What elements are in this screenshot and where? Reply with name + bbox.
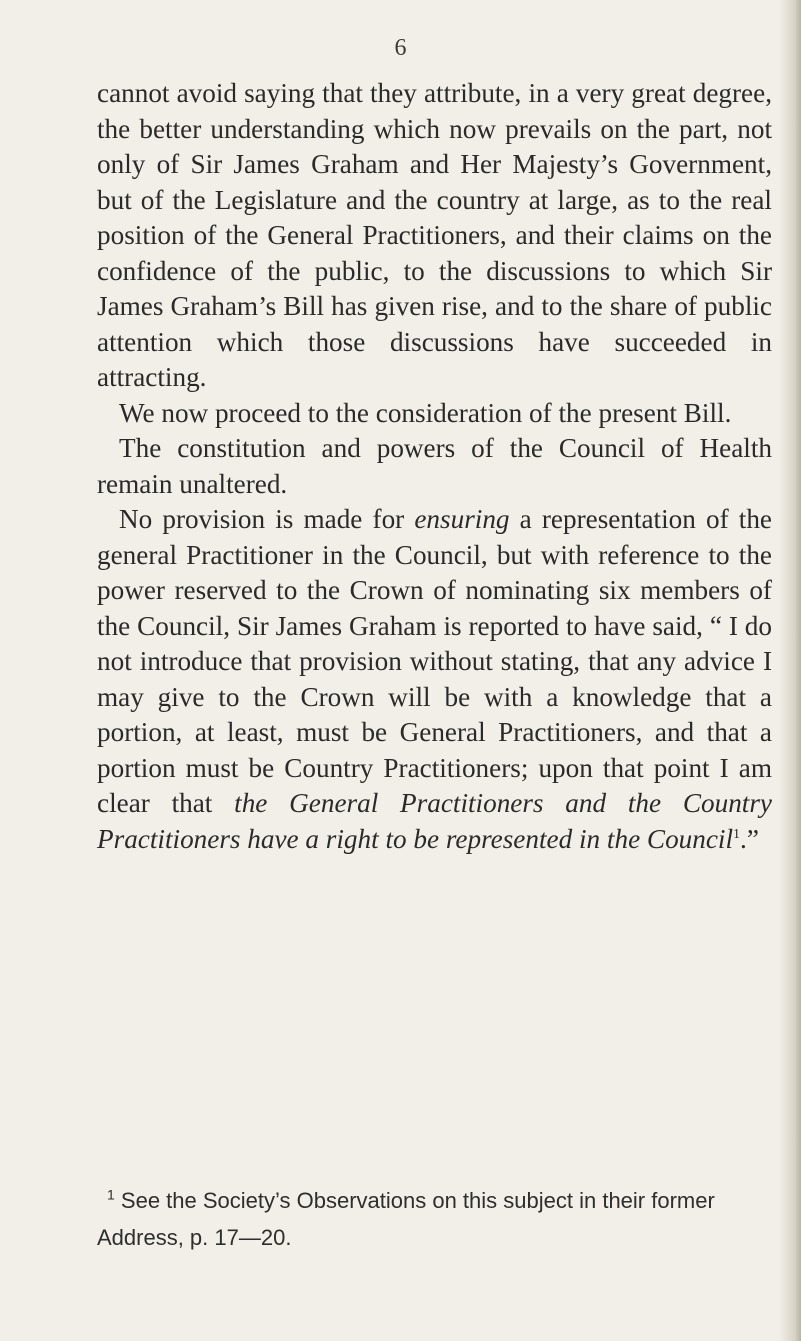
text-run: a representation of the general Practitioner in the Council, but with reference to the power reserved to the Crown of nominating six members of the Council, Sir James Graham is reported to have said, “ I do not introduce that provision without stating, that any advice I may give to the Crown will be with a knowledge that a portion, at least, must be General Practitioners, and that a portion must be Country Practitioners; upon that point I am clear that bbox=[97, 504, 772, 818]
text-run: No provision is made for bbox=[119, 504, 415, 534]
italic-quote: the General Practitioners and the Country Practitioners have a right to be represented in the Council bbox=[97, 788, 772, 854]
footnote-reference: 1 bbox=[733, 826, 741, 842]
footnote bbox=[97, 1182, 777, 1256]
page-number: 6 bbox=[394, 35, 407, 61]
closing-quote: .” bbox=[740, 823, 759, 854]
page-edge-shadow bbox=[779, 0, 801, 1341]
paragraph-present-bill: We now proceed to the consideration of the present Bill. bbox=[119, 397, 732, 428]
paragraph-continuation: cannot avoid saying that they attribute, in a very great degree, the better understanding which now prevails on the part, not only of Sir James Graham and Her Majesty’s Government, but of the Legislature and the country at large, as to the real position of the General Practitioners, and their claims on the confidence of the public, to the discussions to which Sir James Graham’s Bill has given rise, and to the share of public attention which those discussions have succeeded in attracting. bbox=[97, 78, 772, 392]
italic-word: ensuring bbox=[414, 504, 510, 534]
footnote-text-1: See the Society’s Observations on this subject in their former bbox=[120, 1188, 715, 1213]
footnote-line-1 bbox=[97, 1182, 777, 1219]
paragraph-representation bbox=[97, 502, 772, 857]
paragraph-council-of-health: The constitution and powers of the Council of Health remain unaltered. bbox=[97, 433, 772, 499]
footnote-marker: 1 bbox=[107, 1186, 115, 1203]
body-text bbox=[97, 76, 772, 857]
footnote-line-2: Address, p. 17—20. bbox=[97, 1225, 292, 1250]
